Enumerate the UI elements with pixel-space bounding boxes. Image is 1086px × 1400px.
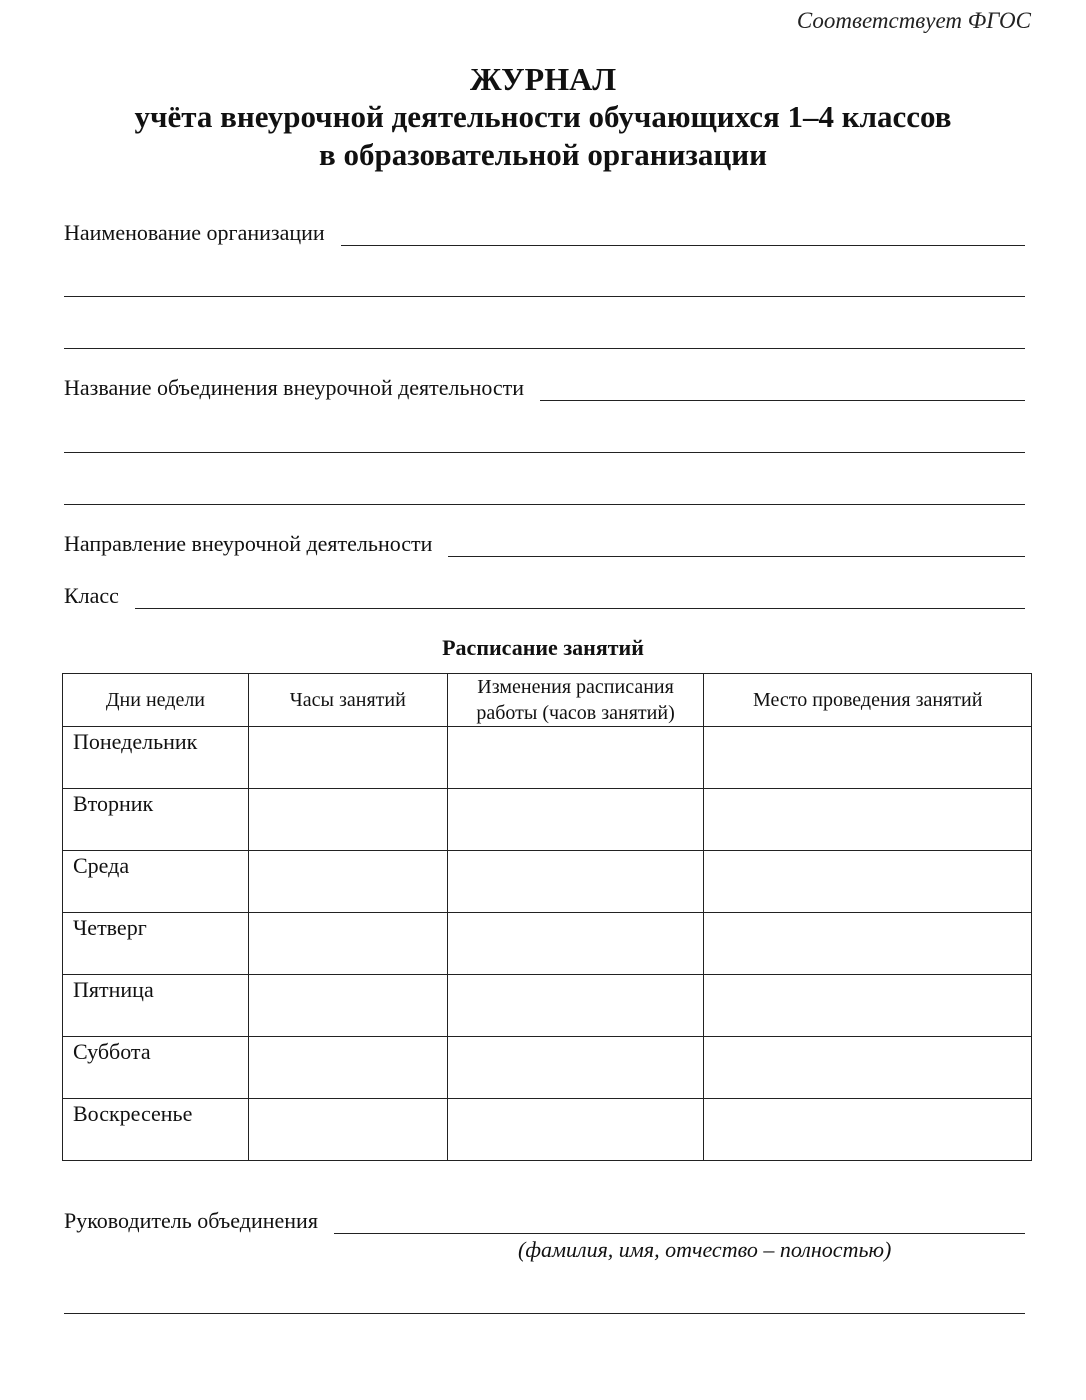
day-cell: Среда [63,851,249,913]
changes-cell[interactable] [447,975,704,1037]
column-header-hours: Часы занятий [248,674,447,727]
title-subtitle-line2: в образовательной организации [318,137,767,172]
table-row [63,851,1032,913]
location-cell[interactable] [704,1099,1032,1161]
hours-cell[interactable] [248,1099,447,1161]
association-label: Название объединения внеурочной деятельности [64,375,525,400]
table-row [63,975,1032,1037]
location-cell[interactable] [704,851,1032,913]
column-header-location: Место проведения занятий [704,674,1032,727]
association-field [64,367,1025,401]
compliance-note: Соответствует ФГОС [796,8,1031,33]
table-row [63,789,1032,851]
association-extra-line-1[interactable] [64,452,1025,453]
association-extra-line-2[interactable] [64,504,1025,505]
organization-input-line[interactable] [341,219,1025,246]
table-row [63,1037,1032,1099]
class-label: Класс [64,583,119,608]
changes-cell[interactable] [447,789,704,851]
location-cell[interactable] [704,1037,1032,1099]
document-title [0,60,1086,174]
column-header-days: Дни недели [63,674,249,727]
changes-cell[interactable] [447,727,704,789]
location-cell[interactable] [704,975,1032,1037]
hours-cell[interactable] [248,1037,447,1099]
location-cell[interactable] [704,727,1032,789]
schedule-title: Расписание занятий [442,635,644,660]
location-cell[interactable] [704,913,1032,975]
changes-cell[interactable] [447,851,704,913]
class-input-line[interactable] [135,582,1025,609]
class-field [64,575,1025,609]
day-cell: Воскресенье [63,1099,249,1161]
day-cell: Пятница [63,975,249,1037]
leader-field [64,1200,1025,1234]
location-cell[interactable] [704,789,1032,851]
hours-cell[interactable] [248,975,447,1037]
organization-extra-line-1[interactable] [64,296,1025,297]
direction-label: Направление внеурочной деятельности [64,531,433,556]
leader-caption: (фамилия, имя, отчество – полностью) [518,1237,892,1262]
hours-cell[interactable] [248,851,447,913]
direction-field [64,523,1025,557]
hours-cell[interactable] [248,727,447,789]
hours-cell[interactable] [248,789,447,851]
table-row [63,913,1032,975]
day-cell: Суббота [63,1037,249,1099]
day-cell: Четверг [63,913,249,975]
organization-label: Наименование организации [64,220,325,245]
title-main: ЖУРНАЛ [469,61,617,97]
day-cell: Понедельник [63,727,249,789]
day-cell: Вторник [63,789,249,851]
table-row [63,1099,1032,1161]
association-input-line[interactable] [540,374,1025,401]
schedule-table [62,673,1032,1161]
organization-field [64,212,1025,246]
changes-cell[interactable] [447,913,704,975]
changes-cell[interactable] [447,1099,704,1161]
table-row [63,727,1032,789]
leader-input-line[interactable] [334,1207,1025,1234]
changes-cell[interactable] [447,1037,704,1099]
schedule-header-row [63,674,1032,727]
leader-extra-line[interactable] [64,1313,1025,1314]
hours-cell[interactable] [248,913,447,975]
leader-label: Руководитель объединения [64,1208,318,1233]
organization-extra-line-2[interactable] [64,348,1025,349]
direction-input-line[interactable] [448,530,1025,557]
title-subtitle-line1: учёта внеурочной деятельности обучающихся 1–4 классов [134,99,952,134]
column-header-changes: Изменения расписания работы (часов занятий) [447,674,704,727]
